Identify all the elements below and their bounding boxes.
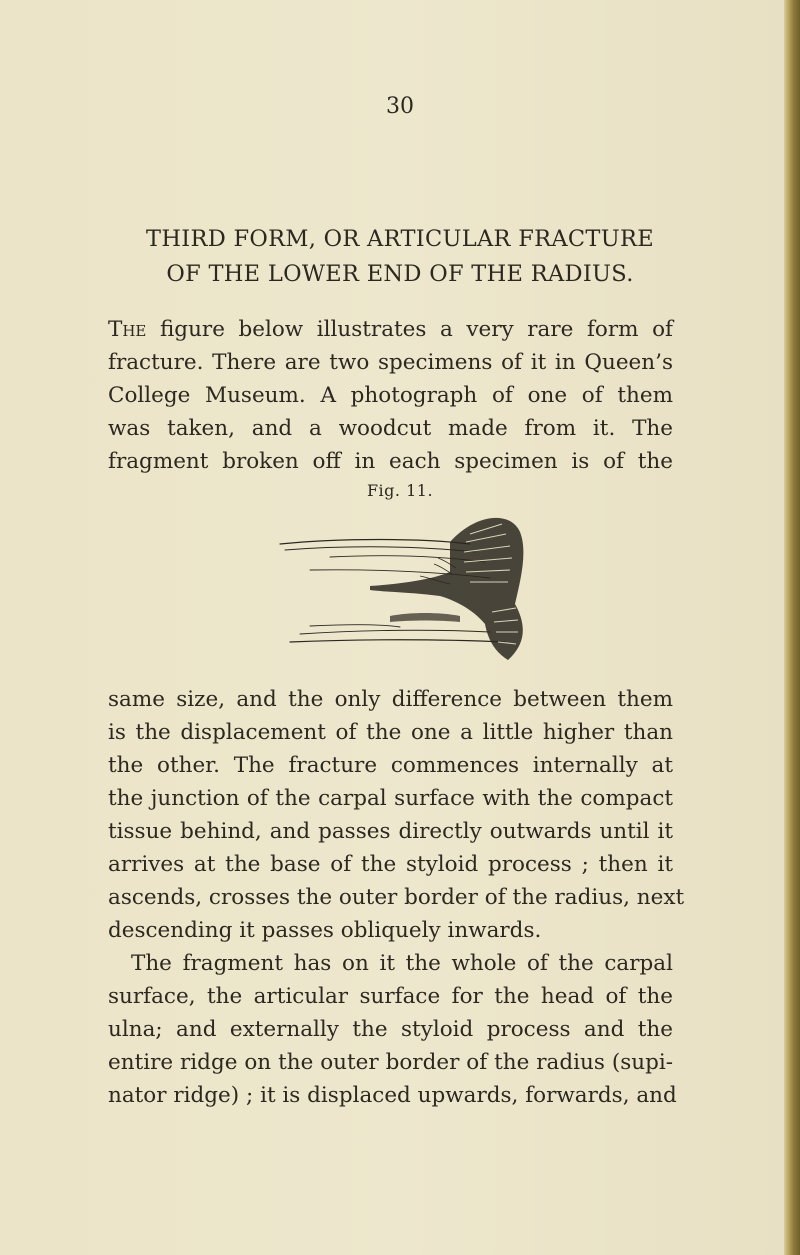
paragraph-2-line-7: ascends, crosses the outer border of the radius, next — [108, 885, 685, 910]
intro-first-word: The — [108, 317, 147, 342]
paragraph-3-line-4: entire ridge on the outer border of the radius (supi- — [108, 1050, 673, 1075]
paragraph-1-line-1: The figure below illustrates a very rare form of — [108, 317, 673, 342]
paragraph-2-line-2: is the displacement of the one a little higher than — [108, 720, 673, 745]
chapter-heading-line-1: THIRD FORM, OR ARTICULAR FRACTURE — [146, 226, 654, 252]
figure-label: Fig. 11. — [366, 481, 434, 500]
paragraph-2-line-1: same size, and the only difference between them — [108, 687, 673, 712]
paragraph-2-line-4: the junction of the carpal surface with the compact — [108, 786, 673, 811]
paragraph-3-line-5: nator ridge) ; it is displaced upwards, forwards, and — [108, 1083, 677, 1108]
paragraph-2-line-8: descending it passes obliquely inwards. — [108, 918, 542, 943]
paragraph-3-line-1: The fragment has on it the whole of the carpal — [131, 951, 673, 976]
paragraph-1-line-5: fragment broken off in each specimen is of the — [108, 449, 673, 474]
paragraph-3-line-2: surface, the articular surface for the head of the — [108, 984, 673, 1009]
paragraph-2-line-3: the other. The fracture commences internally at — [108, 753, 673, 778]
paragraph-3-line-3: ulna; and externally the styloid process and the — [108, 1017, 673, 1042]
page-number: 30 — [386, 94, 414, 119]
paragraph-1-line-2: fracture. There are two specimens of it in Queen’s — [108, 350, 673, 375]
page-edge — [784, 0, 800, 1255]
paragraph-2-line-6: arrives at the base of the styloid process ; then it — [108, 852, 673, 877]
radius-fracture-woodcut — [270, 512, 528, 662]
paragraph-2-line-5: tissue behind, and passes directly outwards until it — [108, 819, 673, 844]
paragraph-1-line-3: College Museum. A photograph of one of them — [108, 383, 673, 408]
chapter-heading-line-2: OF THE LOWER END OF THE RADIUS. — [166, 261, 634, 287]
paragraph-1-line-4: was taken, and a woodcut made from it. The — [108, 416, 673, 441]
